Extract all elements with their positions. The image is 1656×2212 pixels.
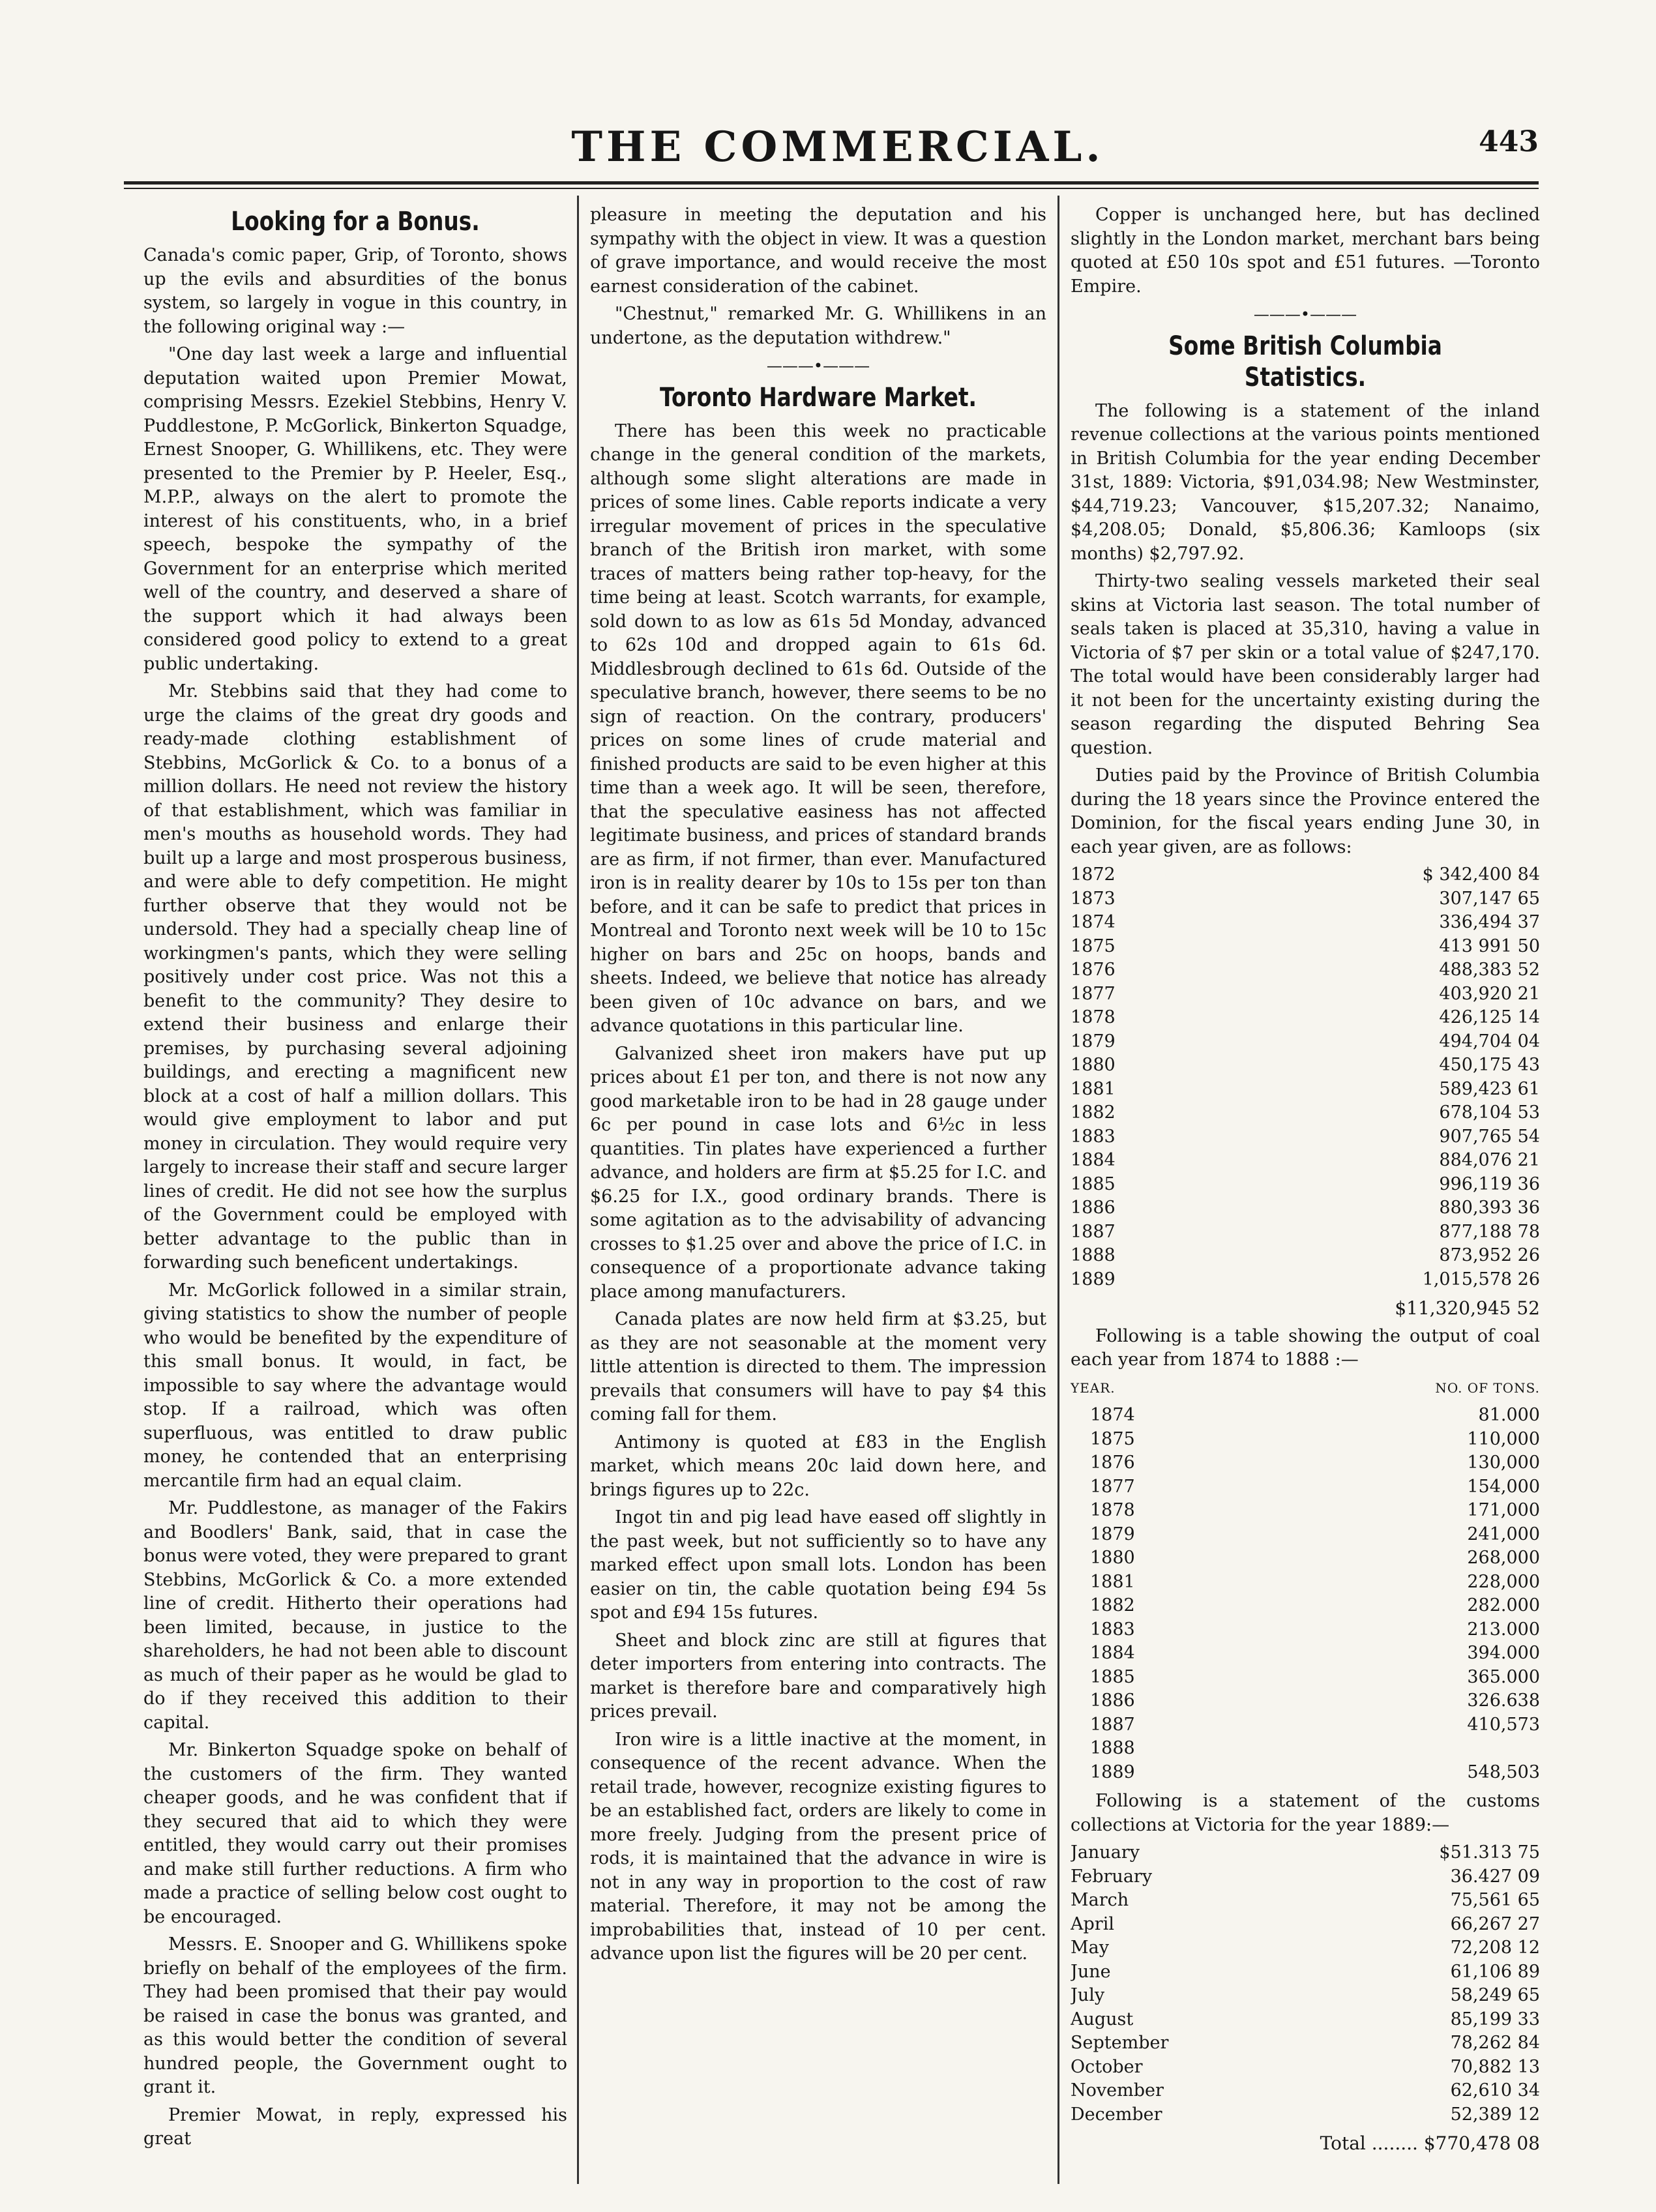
- row-value: $ 342,400 84: [1422, 864, 1540, 885]
- header-rule-thick: [124, 181, 1539, 184]
- row-value: 403,920 21: [1439, 983, 1540, 1004]
- row-value: 880,393 36: [1439, 1198, 1540, 1218]
- table-row: [1071, 2056, 1540, 2080]
- row-value: 450,175 43: [1439, 1055, 1540, 1075]
- row-value: 66,267 27: [1450, 1913, 1540, 1934]
- row-label: 1874: [1090, 1405, 1135, 1425]
- table-row: [1071, 1149, 1540, 1173]
- table-row: [1071, 911, 1540, 935]
- row-label: 1875: [1090, 1428, 1135, 1449]
- row-label: 1886: [1071, 1198, 1116, 1218]
- row-value: 589,423 61: [1439, 1078, 1540, 1099]
- paragraph: Ingot tin and pig lead have eased off slightly in the past week, but not sufficiently so to have any marked effect upon small lots. London has been easier on tin, the cable quotation being £94 5s spot and £94 15s futures.: [590, 1507, 1046, 1623]
- table-row: [1071, 1936, 1540, 1960]
- row-value: 110,000: [1467, 1428, 1540, 1449]
- column-1: [143, 203, 567, 2172]
- row-label: 1889: [1071, 1269, 1116, 1290]
- row-value: 873,952 26: [1439, 1245, 1540, 1265]
- paragraph: Sheet and block zinc are still at figures that deter importers from entering into contracts. The market is therefore bare and comparatively high prices prevail.: [590, 1630, 1046, 1722]
- row-value: 52,389 12: [1450, 2104, 1540, 2125]
- row-label: 1884: [1071, 1150, 1116, 1170]
- row-value: 394.000: [1467, 1643, 1540, 1663]
- row-value: 228,000: [1467, 1571, 1540, 1592]
- table-row: [1071, 1244, 1540, 1268]
- row-label: 1876: [1090, 1453, 1135, 1473]
- row-label: 1878: [1071, 1007, 1116, 1027]
- table-row: [1071, 1006, 1540, 1030]
- row-label: 1872: [1071, 864, 1116, 885]
- row-label: 1885: [1090, 1666, 1135, 1687]
- row-label: 1881: [1090, 1571, 1135, 1592]
- row-value: 336,494 37: [1439, 912, 1540, 932]
- article-heading-bc-statistics: Some British Columbia Statistics.: [1168, 331, 1442, 392]
- row-value: 61,106 89: [1450, 1961, 1540, 1982]
- header-rule-thin: [124, 188, 1539, 189]
- row-label: 1882: [1071, 1102, 1116, 1123]
- row-label: 1888: [1090, 1738, 1135, 1758]
- row-label: 1883: [1071, 1126, 1116, 1147]
- table-row: [1071, 1913, 1540, 1937]
- table-row: [1071, 1054, 1540, 1078]
- paragraph: Premier Mowat, in reply, expressed his great: [143, 2104, 567, 2149]
- coal-table: [1071, 1404, 1540, 1784]
- table-row: [1071, 2103, 1540, 2127]
- table-row: [1071, 958, 1540, 982]
- article-heading-hardware: Toronto Hardware Market.: [659, 382, 977, 413]
- row-value: 58,249 65: [1450, 1985, 1540, 2005]
- table-row: [1071, 1101, 1540, 1125]
- paragraph: Duties paid by the Province of British Columbia during the 18 years since the Province entered the Dominion, for the fiscal years ending June 30, in each year given, are as follows:: [1071, 765, 1540, 857]
- row-value: 413 991 50: [1439, 936, 1540, 956]
- table-row: [1090, 1713, 1540, 1737]
- customs-total-label: Total: [1320, 2132, 1366, 2154]
- paragraph: Mr. Stebbins said that they had come to urge the claims of the great dry goods and ready-made clothing establishment of Stebbins, McGorlick & Co. to a bonus of a million dollars. He need not review the history of that establishment, which was familiar in men's mouths as household words. They had built up a large and most prosperous business, and were able to defy competition. He might further observe that they would not be undersold. They had a specially cheap line of workingmen's pants, which they were selling positively under cost price. Was not this a benefit to the community? They desire to extend their business and enlarge their premises, by purchasing several adjoining buildings, and erecting a magnificent new block at a cost of half a million dollars. This would give employment to labor and put money in circulation. They would require very largely to increase their staff and secure larger lines of credit. He did not see how the surplus of the Government could be employed with better advantage to the public than in forwarding such beneficent undertakings.: [143, 681, 567, 1273]
- column-2: [590, 203, 1046, 2172]
- paragraph: pleasure in meeting the deputation and his sympathy with the object in view. It was a question of grave importance, and would receive the most earnest consideration of the cabinet.: [590, 205, 1046, 297]
- row-value: 85,199 33: [1450, 2009, 1540, 2029]
- table-row: [1071, 2008, 1540, 2032]
- page-number: 443: [1479, 125, 1539, 158]
- row-label: June: [1071, 1961, 1111, 1982]
- row-value: 488,383 52: [1439, 960, 1540, 980]
- row-label: 1885: [1071, 1173, 1116, 1194]
- row-label: December: [1071, 2104, 1162, 2125]
- row-value: 996,119 36: [1439, 1173, 1540, 1194]
- table-row: [1071, 1030, 1540, 1054]
- duties-total: $11,320,945 52: [1395, 1297, 1540, 1319]
- column-divider-1: [577, 196, 579, 2184]
- row-label: 1877: [1071, 983, 1116, 1004]
- row-value: 78,262 84: [1450, 2033, 1540, 2053]
- customs-table: [1071, 1841, 1540, 2127]
- paragraph: Copper is unchanged here, but has declined slightly in the London market, merchant bars being quoted at £50 10s spot and £51 futures. —Toronto Empire.: [1071, 205, 1540, 297]
- row-value: 365.000: [1467, 1666, 1540, 1687]
- column-3: [1071, 203, 1540, 2172]
- row-value: $51.313 75: [1439, 1842, 1540, 1863]
- table-row: [1071, 1960, 1540, 1984]
- table-row: [1071, 1220, 1540, 1245]
- row-label: April: [1071, 1913, 1114, 1934]
- section-divider: ———•———: [1253, 305, 1357, 323]
- row-value: 282.000: [1467, 1595, 1540, 1615]
- customs-total: Total ........ $770,478 08: [1320, 2132, 1540, 2154]
- row-value: 494,704 04: [1439, 1031, 1540, 1052]
- row-value: 268,000: [1467, 1548, 1540, 1568]
- row-label: November: [1071, 2080, 1164, 2101]
- paragraph: "Chestnut," remarked Mr. G. Whillikens in an undertone, as the deputation withdrew.": [590, 304, 1046, 348]
- coal-header-tons: NO. OF TONS.: [1435, 1379, 1540, 1396]
- row-label: May: [1071, 1938, 1109, 1958]
- row-value: 171,000: [1467, 1500, 1540, 1520]
- row-value: 130,000: [1467, 1453, 1540, 1473]
- row-label: February: [1071, 1866, 1153, 1887]
- row-value: 410,573: [1467, 1714, 1540, 1735]
- table-row: [1071, 2031, 1540, 2056]
- row-label: 1876: [1071, 960, 1116, 980]
- table-row: [1090, 1737, 1540, 1761]
- paragraph: The following is a statement of the inland revenue collections at the various points mentioned in British Columbia for the year ending December 31st, 1889: Victoria, $91,034.98; New Westminster, $44,719.23; Vancouver, $15,207.32; Nanaimo, $4,208.05; Donald, $5,806.36; Kamloops (six months) $2,797.92.: [1071, 400, 1540, 564]
- row-value: 154,000: [1467, 1476, 1540, 1497]
- row-label: 1877: [1090, 1476, 1135, 1497]
- duties-table: [1071, 863, 1540, 1291]
- paragraph: Mr. McGorlick followed in a similar strain, giving statistics to show the number of people who would be benefited by the expenditure of this small bonus. It would, in fact, be impossible to say where the advantage would stop. If a railroad, which was often superfluous, was entitled to draw public money, he contended that an enterprising mercantile firm had an equal claim.: [143, 1280, 567, 1491]
- table-row: [1090, 1642, 1540, 1666]
- table-row: [1071, 2079, 1540, 2103]
- newspaper-title: THE COMMERCIAL.: [571, 123, 1104, 171]
- table-row: [1071, 1268, 1540, 1292]
- table-row: [1071, 1889, 1540, 1913]
- row-label: September: [1071, 2033, 1169, 2053]
- paragraph: "One day last week a large and influential deputation waited upon Premier Mowat, comprising Messrs. Ezekiel Stebbins, Henry V. Puddlestone, P. McGorlick, Binkerton Squadge, Ernest Snooper, G. Whillikens, etc. They were presented to the Premier by P. Heeler, Esq., M.P.P., always on the alert to promote the interest of his constituents, who, in a brief speech, bespoke the sympathy of the Government for an enterprise which merited well of the country, and deserved a share of the support which it had always been considered good policy to extend to a great public undertaking.: [143, 344, 567, 674]
- row-value: 62,610 34: [1450, 2080, 1540, 2101]
- table-row: [1090, 1428, 1540, 1452]
- table-row: [1090, 1404, 1540, 1428]
- table-row: [1090, 1689, 1540, 1713]
- paragraph: There has been this week no practicable change in the general condition of the markets, although some slight alterations are made in prices of some lines. Cable reports indicate a very irregular movement of prices in the speculative branch of the British iron market, with some traces of matters being rather top-heavy, for the time being at least. Scotch warrants, for example, sold down to as low as 61s 5d Monday, advanced to 62s 10d and dropped again to 61s 6d. Middlesbrough declined to 61s 6d. Outside of the speculative branch, however, there seems to be no sign of reaction. On the contrary, producers' prices on some lines of crude material and finished products are said to be even higher at this time than a week ago. It will be seen, therefore, that the speculative easiness has not affected legitimate business, and prices of standard brands are as firm, if not firmer, than ever. Manufactured iron is in reality dearer by 10s to 15s per ton than before, and it can be safe to predict that prices in Montreal and Toronto next week will be 10 to 15c higher on bars and 25c on hoops, bands and sheets. Indeed, we believe that notice has already been given of 10c advance on bars, and we advance quotations in this particular line.: [590, 420, 1046, 1036]
- row-label: 1878: [1090, 1500, 1135, 1520]
- table-row: [1071, 1841, 1540, 1865]
- row-label: 1875: [1071, 936, 1116, 956]
- paragraph: Galvanized sheet iron makers have put up prices about £1 per ton, and there is not now any good marketable iron to be had in 28 gauge under 6c per pound in case lots and 6½c in less quantities. Tin plates have experienced a further advance, and holders are firm at $5.25 for I.C. and $6.25 for I.X., good ordinary brands. There is some agitation as to the advisability of advancing crosses to $1.25 over and above the price of I.C. in consequence of a proportionate advance taking place among manufacturers.: [590, 1043, 1046, 1302]
- paragraph: Canada plates are now held firm at $3.25, but as they are not seasonable at the moment very little attention is directed to them. The impression prevails that consumers will have to pay $4 this coming fall for them.: [590, 1309, 1046, 1424]
- row-label: 1874: [1071, 912, 1116, 932]
- paragraph: Iron wire is a little inactive at the moment, in consequence of the recent advance. When the retail trade, however, recognize existing figures to be an established fact, orders are likely to come in more freely. Judging from the present price of rods, it is maintained that the advance in wire is not in any way in proportion to the cost of raw material. Therefore, it may not be among the improbabilities that, instead of 10 per cent. advance upon list the figures will be 20 per cent.: [590, 1729, 1046, 1964]
- table-row: [1071, 1173, 1540, 1197]
- table-row: [1090, 1499, 1540, 1523]
- coal-header-year: YEAR.: [1071, 1379, 1116, 1396]
- table-row: [1090, 1571, 1540, 1595]
- paragraph: Antimony is quoted at £83 in the English market, which means 20c laid down here, and brings figures up to 22c.: [590, 1432, 1046, 1500]
- paragraph: Mr. Binkerton Squadge spoke on behalf of the customers of the firm. They wanted cheaper goods, and he was confident that if they secured that aid to which they were entitled, they would carry out their promises and make still further reductions. A firm who made a practice of selling below cost ought to be encouraged.: [143, 1740, 567, 1927]
- table-row: [1090, 1475, 1540, 1499]
- row-value: 213.000: [1467, 1619, 1540, 1640]
- row-value: 307,147 65: [1439, 888, 1540, 909]
- coal-table-header: [1071, 1376, 1540, 1400]
- row-label: 1887: [1090, 1714, 1135, 1735]
- row-label: 1873: [1071, 888, 1116, 909]
- row-value: 81.000: [1478, 1405, 1540, 1425]
- paragraph: Following is a statement of the customs collections at Victoria for the year 1889:—: [1071, 1791, 1540, 1835]
- row-label: 1883: [1090, 1619, 1135, 1640]
- row-value: 75,561 65: [1450, 1890, 1540, 1910]
- row-value: 548,503: [1467, 1762, 1540, 1782]
- row-value: 70,882 13: [1450, 2056, 1540, 2077]
- paragraph: Mr. Puddlestone, as manager of the Fakirs and Boodlers' Bank, said, that in case the bonus were voted, they were prepared to grant Stebbins, McGorlick & Co. a more extended line of credit. Hitherto their operations had been limited, because, in justice to the shareholders, he had not been able to discount as much of their paper as he would be glad to do if they received this addition to their capital.: [143, 1498, 567, 1733]
- row-label: October: [1071, 2056, 1143, 2077]
- row-label: 1880: [1090, 1548, 1135, 1568]
- row-value: 241,000: [1467, 1524, 1540, 1544]
- paragraph: Messrs. E. Snooper and G. Whillikens spoke briefly on behalf of the employees of the firm. They had been promised that their pay would be raised in case the bonus was granted, and as this would better the condition of several hundred people, the Government ought to grant it.: [143, 1934, 567, 2097]
- paragraph: Thirty-two sealing vessels marketed their seal skins at Victoria last season. The total number of seals taken is placed at 35,310, having a value in Victoria of $7 per skin or a total value of $247,170. The total would have been considerably larger had it not been for the uncertainty existing during the season regarding the disputed Behring Sea question.: [1071, 571, 1540, 758]
- row-value: 678,104 53: [1439, 1102, 1540, 1123]
- table-row: [1090, 1761, 1540, 1785]
- table-row: [1090, 1594, 1540, 1618]
- row-label: March: [1071, 1890, 1129, 1910]
- table-row: [1071, 935, 1540, 959]
- row-label: 1880: [1071, 1055, 1116, 1075]
- paragraph: Canada's comic paper, Grip, of Toronto, shows up the evils and absurdities of the bonus system, so largely in vogue in this country, in the following original way :—: [143, 245, 567, 337]
- row-value: 884,076 21: [1439, 1150, 1540, 1170]
- masthead: [137, 123, 1539, 171]
- table-row: [1071, 1078, 1540, 1102]
- table-row: [1071, 887, 1540, 911]
- row-label: 1889: [1090, 1762, 1135, 1782]
- row-label: 1887: [1071, 1221, 1116, 1242]
- row-label: July: [1071, 1985, 1105, 2005]
- row-value: 877,188 78: [1439, 1221, 1540, 1242]
- table-row: [1071, 1125, 1540, 1149]
- section-divider: ———•———: [766, 357, 870, 375]
- row-value: 36.427 09: [1450, 1866, 1540, 1887]
- row-value: 326.638: [1467, 1690, 1540, 1711]
- table-row: [1090, 1666, 1540, 1690]
- customs-total-value: $770,478 08: [1423, 2132, 1540, 2154]
- table-row: [1071, 1196, 1540, 1220]
- table-row: [1071, 863, 1540, 887]
- table-row: [1071, 1865, 1540, 1889]
- row-label: 1881: [1071, 1078, 1116, 1099]
- row-value: 72,208 12: [1450, 1938, 1540, 1958]
- table-row: [1090, 1451, 1540, 1475]
- table-row: [1071, 1984, 1540, 2008]
- table-row: [1090, 1618, 1540, 1642]
- row-label: 1882: [1090, 1595, 1135, 1615]
- row-value: 1,015,578 26: [1422, 1269, 1540, 1290]
- row-label: January: [1071, 1842, 1140, 1863]
- paragraph: Following is a table showing the output of coal each year from 1874 to 1888 :—: [1071, 1325, 1540, 1370]
- row-label: 1888: [1071, 1245, 1116, 1265]
- table-row: [1090, 1523, 1540, 1547]
- row-label: August: [1071, 2009, 1134, 2029]
- row-label: 1884: [1090, 1643, 1135, 1663]
- row-value: 426,125 14: [1439, 1007, 1540, 1027]
- row-label: 1886: [1090, 1690, 1135, 1711]
- article-heading-bonus: Looking for a Bonus.: [231, 207, 480, 237]
- row-label: 1879: [1071, 1031, 1116, 1052]
- row-value: 907,765 54: [1439, 1126, 1540, 1147]
- table-row: [1071, 982, 1540, 1007]
- table-row: [1090, 1546, 1540, 1571]
- column-divider-2: [1057, 196, 1059, 2184]
- row-label: 1879: [1090, 1524, 1135, 1544]
